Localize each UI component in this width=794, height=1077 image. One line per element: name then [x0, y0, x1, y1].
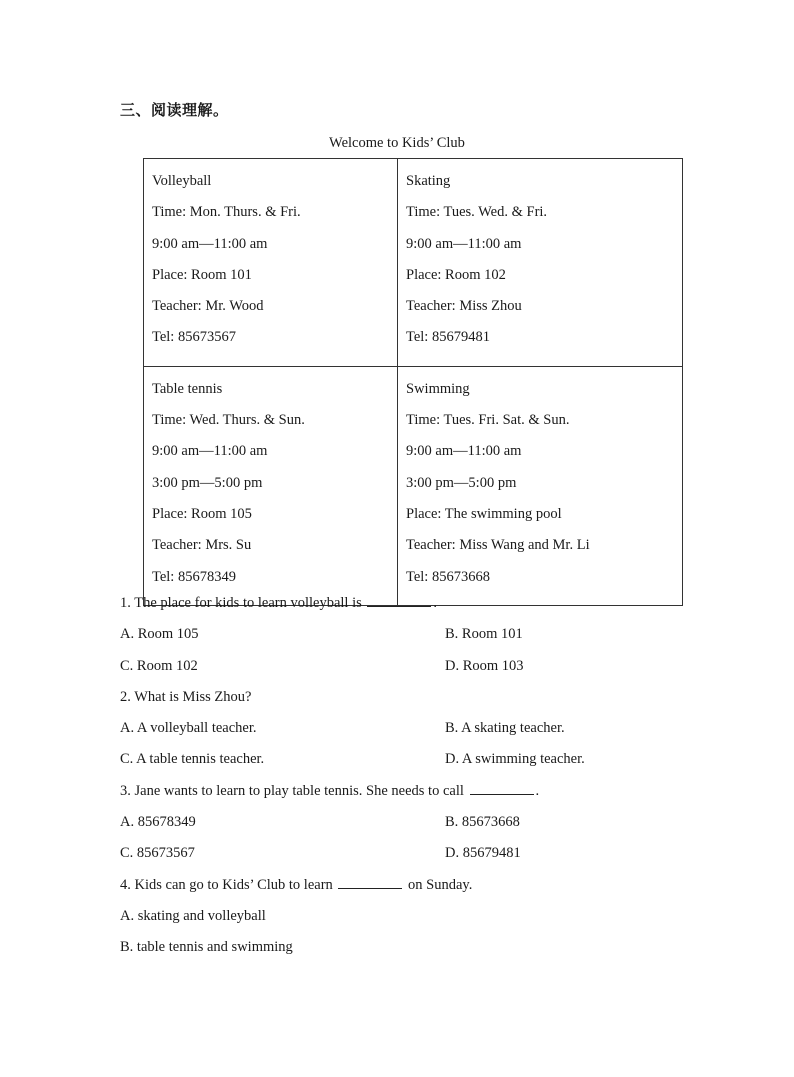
club-cell-skating [398, 159, 683, 367]
option-a[interactable]: A. Room 105 [120, 626, 199, 643]
option-b[interactable]: B. A skating teacher. [445, 720, 565, 737]
option-row [120, 622, 720, 653]
question-text: 1. The place for kids to learn volleyball is [120, 595, 366, 611]
question-text-end: . [535, 782, 540, 799]
answer-blank[interactable] [470, 780, 534, 795]
option-d[interactable]: D. A swimming teacher. [445, 751, 585, 768]
club-detail: Place: Room 102 [406, 266, 506, 283]
club-detail: Time: Wed. Thurs. & Sun. [152, 412, 305, 429]
club-detail: Tel: 85673567 [152, 329, 236, 346]
club-name: Swimming [406, 380, 470, 397]
option-row [120, 904, 720, 935]
question-1 [120, 591, 720, 622]
club-detail: Time: Tues. Fri. Sat. & Sun. [406, 412, 570, 429]
option-a[interactable]: A. A volleyball teacher. [120, 720, 257, 737]
club-detail: Teacher: Miss Wang and Mr. Li [406, 537, 590, 554]
option-row [120, 935, 720, 966]
option-a[interactable]: A. 85678349 [120, 814, 196, 831]
question-4 [120, 873, 720, 904]
option-row [120, 747, 720, 778]
club-detail: Tel: 85679481 [406, 329, 490, 346]
club-cell-swimming [398, 366, 683, 605]
table-row [144, 366, 683, 605]
club-detail: Time: Mon. Thurs. & Fri. [152, 204, 301, 221]
table-title: Welcome to Kids’ Club [329, 135, 465, 151]
question-text-end: on Sunday. [404, 876, 473, 893]
club-cell-volleyball [144, 159, 398, 367]
club-detail: 9:00 am—11:00 am [406, 235, 522, 252]
section-heading: 三、阅读理解。 [120, 101, 229, 119]
club-detail: Place: Room 101 [152, 266, 252, 283]
question-text: 3. Jane wants to learn to play table tennis. She needs to call [120, 782, 468, 799]
club-detail: Tel: 85678349 [152, 568, 236, 585]
club-detail: Time: Tues. Wed. & Fri. [406, 204, 548, 221]
club-detail: Teacher: Mr. Wood [152, 298, 264, 315]
question-text: 2. What is Miss Zhou? [120, 688, 252, 705]
question-2 [120, 685, 720, 716]
club-detail: 9:00 am—11:00 am [152, 443, 268, 460]
club-detail: Teacher: Mrs. Su [152, 537, 252, 554]
question-3 [120, 779, 720, 810]
club-detail: 3:00 pm—5:00 pm [152, 474, 263, 491]
option-b[interactable]: B. 85673668 [445, 814, 520, 831]
club-detail: 9:00 am—11:00 am [406, 443, 522, 460]
club-cell-table-tennis [144, 366, 398, 605]
club-schedule-table [143, 158, 683, 606]
option-c[interactable]: C. A table tennis teacher. [120, 751, 265, 768]
option-row [120, 716, 720, 747]
answer-blank[interactable] [367, 592, 431, 607]
club-detail: Teacher: Miss Zhou [406, 298, 522, 315]
club-detail: 9:00 am—11:00 am [152, 235, 268, 252]
option-row [120, 841, 720, 872]
question-list [120, 591, 720, 967]
option-d[interactable]: D. 85679481 [445, 845, 521, 862]
club-name: Volleyball [152, 173, 212, 189]
option-c[interactable]: C. Room 102 [120, 657, 198, 674]
answer-blank[interactable] [338, 874, 402, 889]
club-detail: Place: The swimming pool [406, 505, 562, 522]
club-name: Skating [406, 173, 451, 189]
option-row [120, 654, 720, 685]
club-detail: 3:00 pm—5:00 pm [406, 474, 517, 491]
club-detail: Place: Room 105 [152, 505, 252, 522]
option-row [120, 810, 720, 841]
option-a[interactable]: A. skating and volleyball [120, 907, 266, 924]
option-b[interactable]: B. table tennis and swimming [120, 939, 293, 956]
question-text-end: . [433, 595, 437, 611]
option-c[interactable]: C. 85673567 [120, 845, 195, 862]
option-d[interactable]: D. Room 103 [445, 657, 524, 674]
question-text: 4. Kids can go to Kids’ Club to learn [120, 876, 337, 893]
club-detail: Tel: 85673668 [406, 568, 490, 585]
table-row [144, 159, 683, 367]
club-name: Table tennis [152, 380, 223, 397]
option-b[interactable]: B. Room 101 [445, 626, 523, 643]
